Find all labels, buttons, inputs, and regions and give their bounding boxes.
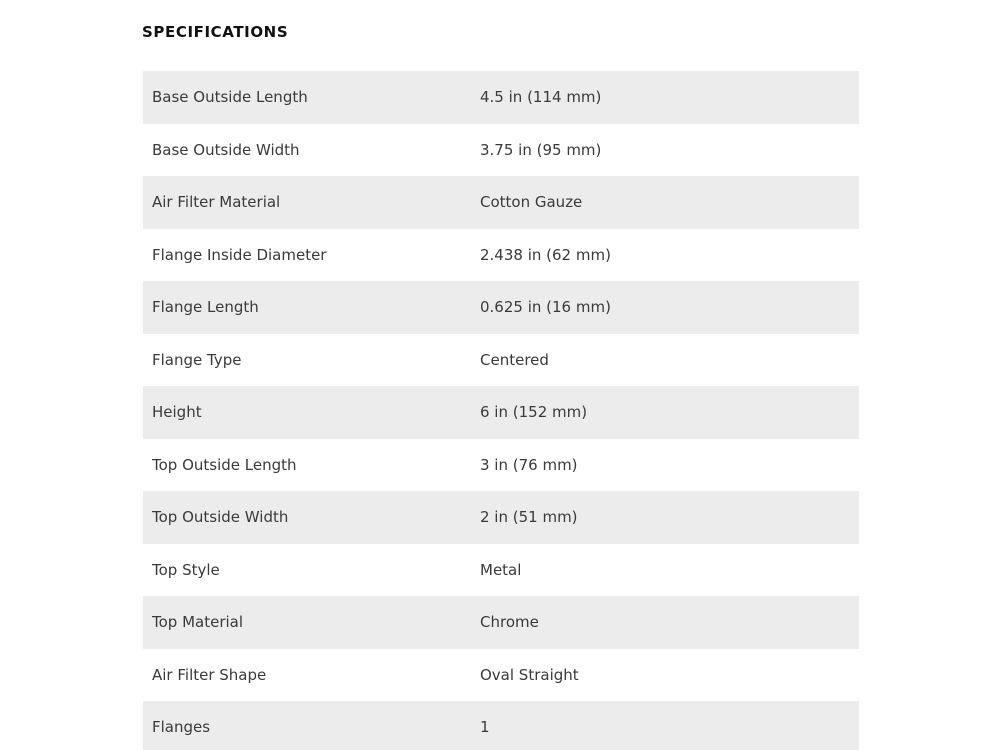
spec-row (143, 439, 859, 492)
spec-value: 2.438 in (62 mm) (480, 245, 611, 264)
spec-row (143, 701, 859, 750)
spec-row (143, 176, 859, 229)
spec-label: Flanges (152, 718, 211, 737)
spec-label: Flange Length (152, 298, 259, 317)
spec-row (143, 281, 859, 334)
section-title: SPECIFICATIONS (142, 23, 289, 41)
spec-value: Chrome (480, 613, 539, 632)
spec-label: Base Outside Length (152, 88, 308, 107)
spec-row (143, 544, 859, 597)
spec-row (143, 71, 859, 124)
spec-value: Centered (480, 350, 549, 369)
spec-value: 3.75 in (95 mm) (480, 140, 602, 159)
spec-label: Top Outside Width (152, 508, 289, 527)
spec-value: 6 in (152 mm) (480, 403, 588, 422)
spec-label: Height (152, 403, 202, 422)
spec-label: Flange Type (152, 350, 242, 369)
spec-value: 4.5 in (114 mm) (480, 88, 602, 107)
spec-label: Top Material (152, 613, 244, 632)
spec-value: 0.625 in (16 mm) (480, 298, 611, 317)
spec-label: Air Filter Material (152, 193, 281, 212)
spec-value: 1 (480, 718, 490, 737)
spec-value: Metal (480, 560, 522, 579)
spec-value: Oval Straight (480, 665, 579, 684)
spec-row (143, 229, 859, 282)
spec-label: Flange Inside Diameter (152, 245, 327, 264)
spec-row (143, 124, 859, 177)
spec-row (143, 334, 859, 387)
spec-row (143, 491, 859, 544)
spec-label: Base Outside Width (152, 140, 300, 159)
spec-row (143, 649, 859, 702)
spec-value: 3 in (76 mm) (480, 455, 578, 474)
spec-label: Air Filter Shape (152, 665, 267, 684)
spec-label: Top Outside Length (152, 455, 297, 474)
spec-label: Top Style (152, 560, 220, 579)
spec-value: 2 in (51 mm) (480, 508, 578, 527)
spec-value: Cotton Gauze (480, 193, 583, 212)
spec-row (143, 386, 859, 439)
spec-row (143, 596, 859, 649)
specifications-table (143, 71, 859, 750)
